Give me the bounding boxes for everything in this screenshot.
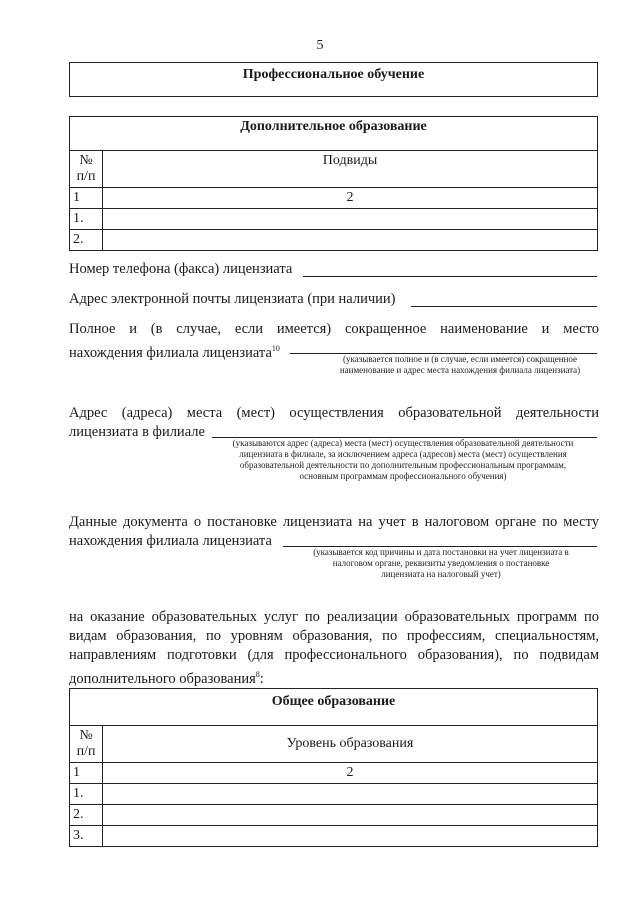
phone-input-line[interactable] [303,276,597,277]
phone-label: Номер телефона (факса) лицензиата [69,261,293,277]
additional-education-title: Дополнительное образование [240,119,427,134]
col-level-header: Уровень образования [103,726,598,763]
services-paragraph [69,608,599,689]
row-number: 1. [70,784,103,805]
tax-label: нахождения филиала лицензиата [69,533,272,549]
table-row [70,230,598,251]
row-number: 1. [70,209,103,230]
services-end: : [259,670,264,687]
branch-name-line1: Полное и (в случае, если имеется) сокращенное наименование и место [69,321,599,337]
table-row [70,209,598,230]
col-subtypes-header: Подвиды [103,151,598,188]
col-num-header: № п/п [70,726,103,763]
table-index-row [70,763,598,784]
row-cell[interactable] [103,209,598,230]
footnote-10: 10 [271,344,280,353]
row-cell[interactable] [103,784,598,805]
email-label: Адрес электронной почты лицензиата (при наличии) [69,291,396,307]
row-number: 2. [70,230,103,251]
col-index-num: 1 [70,763,103,784]
footnote-8: 8 [255,670,260,679]
services-text: на оказание образовательных услуг по реализации образовательных программ по видам образования, по уровням образования, по профессиям, специальностям, направлениям подготовки (для профессионального образования), по подвидам дополнительного образования [69,609,599,687]
branch-name-note: (указывается полное и (в случае, если имеется) сокращенное наименование и адрес места нахождения филиала лицензиата) [339,354,581,375]
col-index-name: 2 [103,763,598,784]
address-label: лицензиата в филиале [69,424,205,440]
row-cell[interactable] [103,230,598,251]
address-note: (указываются адрес (адреса) места (мест) осуществления образовательной деятельности лицензиата в филиале, за исключением адреса (адресов) места (мест) осуществления образовательной деятельности по дополнительным профессиональным программам, основным программам профессионального обучения) [232,438,574,481]
table-index-row [70,188,598,209]
address-line1: Адрес (адреса) места (мест) осуществления образовательной деятельности [69,405,599,421]
page-number: 5 [316,38,324,53]
table-row [70,826,598,847]
col-index-num: 1 [70,188,103,209]
row-number: 2. [70,805,103,826]
email-input-line[interactable] [411,306,597,307]
general-education-table [69,725,598,847]
row-cell[interactable] [103,805,598,826]
professional-training-header [69,62,598,97]
row-cell[interactable] [103,826,598,847]
col-index-name: 2 [103,188,598,209]
table-row [70,784,598,805]
tax-note: (указывается код причины и дата постановки на учет лицензиата в налоговом органе, реквизиты уведомления о постановке лицензиата на налоговый учет) [313,547,569,579]
general-education-header [69,688,598,726]
additional-education-header [69,116,598,151]
table-row [70,805,598,826]
additional-education-table [69,150,598,251]
row-number: 3. [70,826,103,847]
professional-training-title: Профессиональное обучение [242,67,425,82]
table-header-row [70,151,598,188]
table-header-row [70,726,598,763]
col-num-header: № п/п [70,151,103,188]
branch-name-label: нахождения филиала лицензиата [69,344,272,361]
tax-line1: Данные документа о постановке лицензиата на учет в налоговом органе по месту [69,514,599,530]
general-education-title: Общее образование [271,694,396,709]
